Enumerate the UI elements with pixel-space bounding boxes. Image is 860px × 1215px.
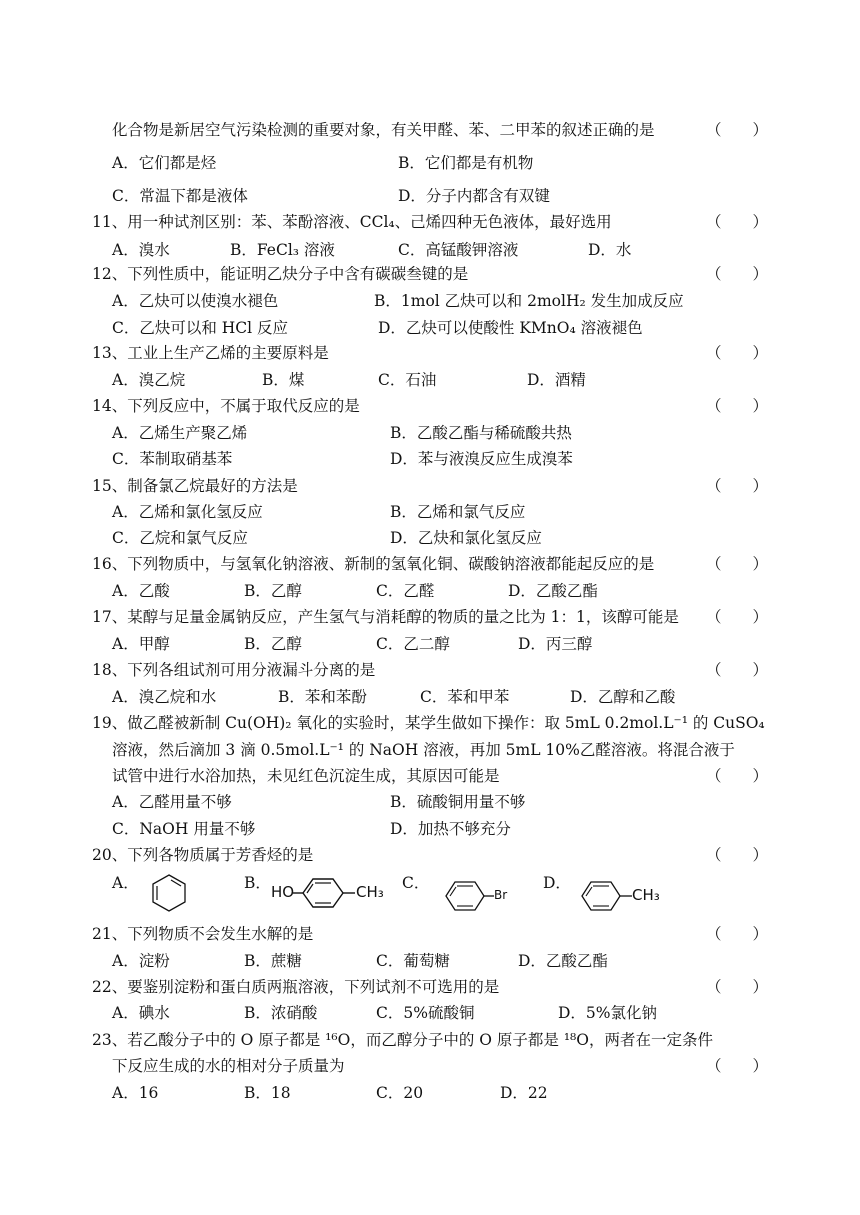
option-c: C．苯和甲苯 xyxy=(420,688,510,706)
question-text: 23、若乙酸分子中的 O 原子都是 ¹⁶O，而乙醇分子中的 O 原子都是 ¹⁸O，两者在一定条件 xyxy=(92,1031,713,1049)
options-row xyxy=(0,816,860,842)
question-text: 20、下列各物质属于芳香烃的是 xyxy=(92,846,314,864)
cresol-structure xyxy=(293,876,363,910)
option-a: A．16 xyxy=(112,1084,159,1102)
question-text: 15、制备氯乙烷最好的方法是 xyxy=(92,477,298,495)
options-row xyxy=(0,288,860,314)
answer-blank: （ ） xyxy=(705,477,768,495)
options-row xyxy=(0,315,860,341)
answer-blank: （ ） xyxy=(705,555,768,573)
option-a: A．乙酸 xyxy=(112,582,170,600)
option-b: B．煤 xyxy=(262,371,305,389)
option-c: C．20 xyxy=(376,1084,424,1102)
options-row xyxy=(0,1000,860,1026)
option-d: D．乙酸乙酯 xyxy=(508,582,598,600)
option-d: D．苯与液溴反应生成溴苯 xyxy=(390,450,573,468)
question-12 xyxy=(0,261,860,287)
option-c: C．乙炔可以和 HCl 反应 xyxy=(112,319,289,337)
question-text: 下反应生成的水的相对分子质量为 xyxy=(112,1057,345,1075)
option-a: A．它们都是烃 xyxy=(112,154,217,172)
option-c: C．苯制取硝基苯 xyxy=(112,450,233,468)
option-d: D．5%氯化钠 xyxy=(558,1004,658,1022)
options-row xyxy=(0,684,860,710)
option-b: B．蔗糖 xyxy=(244,952,302,970)
question-text: 22、要鉴别淀粉和蛋白质两瓶溶液，下列试剂不可选用的是 xyxy=(92,978,500,996)
option-d: D． xyxy=(543,874,571,892)
question-text: 16、下列物质中，与氢氧化钠溶液、新制的氢氧化铜、碳酸钠溶液都能起反应的是 xyxy=(92,555,655,573)
answer-blank: （ ） xyxy=(705,1057,768,1075)
question-18 xyxy=(0,657,860,683)
option-a: A．乙烯生产聚乙烯 xyxy=(112,424,248,442)
option-b: B．FeCl₃ 溶液 xyxy=(230,241,335,259)
option-b: B．硫酸铜用量不够 xyxy=(390,793,526,811)
option-a: A．乙醛用量不够 xyxy=(112,793,232,811)
question-20 xyxy=(0,842,860,868)
option-d: D．酒精 xyxy=(527,371,586,389)
option-d: D．乙炔和氯化氢反应 xyxy=(390,529,542,547)
options-row xyxy=(0,237,860,263)
option-c: C．葡萄糖 xyxy=(376,952,450,970)
option-c: C．NaOH 用量不够 xyxy=(112,820,256,838)
option-c: C．乙醛 xyxy=(376,582,435,600)
option-d: D．丙三醇 xyxy=(518,635,593,653)
option-b: B．乙醇 xyxy=(244,635,302,653)
option-d: D．水 xyxy=(588,241,632,259)
option-a: A．乙炔可以使溴水褪色 xyxy=(112,292,279,310)
answer-blank: （ ） xyxy=(705,978,768,996)
option-b: B．浓硝酸 xyxy=(244,1004,318,1022)
options-row xyxy=(0,789,860,815)
question-23 xyxy=(0,1027,860,1053)
answer-blank: （ ） xyxy=(705,925,768,943)
option-b: B．1mol 乙炔可以和 2molH₂ 发生加成反应 xyxy=(374,292,684,310)
options-row xyxy=(0,499,860,525)
question-13 xyxy=(0,340,860,366)
answer-blank: （ ） xyxy=(705,397,768,415)
option-d: D．22 xyxy=(500,1084,548,1102)
option-a: A． xyxy=(112,874,139,892)
structure-label: Br xyxy=(494,888,508,902)
option-d: D．乙炔可以使酸性 KMnO₄ 溶液褪色 xyxy=(378,319,643,337)
question-14 xyxy=(0,393,860,419)
question-text: 17、某醇与足量金属钠反应，产生氢气与消耗醇的物质的量之比为 1：1，该醇可能是 xyxy=(92,608,679,626)
options-row xyxy=(0,578,860,604)
options-row xyxy=(0,420,860,446)
question-text: 11、用一种试剂区别：苯、苯酚溶液、CCl₄、己烯四种无色液体，最好选用 xyxy=(92,213,612,231)
options-row xyxy=(0,1080,860,1106)
cyclohexadiene-structure xyxy=(148,872,190,914)
question-19 xyxy=(0,710,860,736)
option-c: C． xyxy=(402,874,430,892)
answer-blank: （ ） xyxy=(705,344,768,362)
question-22 xyxy=(0,974,860,1000)
question-17 xyxy=(0,604,860,630)
option-b: B．苯和苯酚 xyxy=(278,688,367,706)
option-c: C．常温下都是液体 xyxy=(112,187,248,205)
option-a: A．碘水 xyxy=(112,1004,170,1022)
answer-blank: （ ） xyxy=(705,608,768,626)
question-19-cont xyxy=(0,737,860,763)
question-10 xyxy=(0,117,860,143)
question-text: 试管中进行水浴加热，未见红色沉淀生成，其原因可能是 xyxy=(112,767,500,785)
option-b: B．18 xyxy=(244,1084,291,1102)
answer-blank: （ ） xyxy=(705,661,768,679)
structure-label: CH₃ xyxy=(356,883,384,901)
answer-blank: （ ） xyxy=(705,213,768,231)
option-d: D．加热不够充分 xyxy=(390,820,511,838)
option-c: C．石油 xyxy=(378,371,437,389)
answer-blank: （ ） xyxy=(705,846,768,864)
option-a: A．甲醇 xyxy=(112,635,170,653)
question-text: 12、下列性质中，能证明乙炔分子中含有碳碳叁键的是 xyxy=(92,265,469,283)
question-text: 18、下列各组试剂可用分液漏斗分离的是 xyxy=(92,661,376,679)
question-text: 13、工业上生产乙烯的主要原料是 xyxy=(92,344,329,362)
option-b: B． xyxy=(244,874,271,892)
question-text: 溶液，然后滴加 3 滴 0.5mol.L⁻¹ 的 NaOH 溶液，再加 5mL 10%乙醛溶液。将混合液于 xyxy=(112,741,735,759)
question-11 xyxy=(0,209,860,235)
option-a: A．溴乙烷和水 xyxy=(112,688,217,706)
options-row xyxy=(0,150,860,176)
question-text: 19、做乙醛被新制 Cu(OH)₂ 氧化的实验时，某学生做如下操作：取 5mL 0.2mol.L⁻¹ 的 CuSO₄ xyxy=(92,714,765,732)
structure-label: CH₃ xyxy=(632,886,660,904)
option-a: A．溴乙烷 xyxy=(112,371,186,389)
question-23-cont xyxy=(0,1053,860,1079)
question-16 xyxy=(0,551,860,577)
option-a: A．乙烯和氯化氢反应 xyxy=(112,503,263,521)
option-a: A．淀粉 xyxy=(112,952,170,970)
options-row xyxy=(0,870,860,896)
option-d: D．乙醇和乙酸 xyxy=(570,688,676,706)
structure-label: HO xyxy=(271,883,295,901)
options-row xyxy=(0,367,860,393)
option-b: B．它们都是有机物 xyxy=(398,154,534,172)
options-row xyxy=(0,183,860,209)
option-c: C．5%硫酸铜 xyxy=(376,1004,475,1022)
question-text: 化合物是新居空气污染检测的重要对象，有关甲醛、苯、二甲苯的叙述正确的是 xyxy=(112,121,655,139)
question-text: 21、下列物质不会发生水解的是 xyxy=(92,925,314,943)
option-a: A．溴水 xyxy=(112,241,170,259)
option-d: D．乙酸乙酯 xyxy=(518,952,608,970)
options-row xyxy=(0,948,860,974)
options-row xyxy=(0,525,860,551)
options-row xyxy=(0,446,860,472)
options-row xyxy=(0,631,860,657)
answer-blank: （ ） xyxy=(705,121,768,139)
question-text: 14、下列反应中，不属于取代反应的是 xyxy=(92,397,360,415)
question-21 xyxy=(0,921,860,947)
option-b: B．乙酸乙酯与稀硫酸共热 xyxy=(390,424,572,442)
option-c: C．高锰酸钾溶液 xyxy=(398,241,519,259)
option-b: B．乙烯和氯气反应 xyxy=(390,503,526,521)
option-c: C．乙烷和氯气反应 xyxy=(112,529,248,547)
option-d: D．分子内都含有双键 xyxy=(398,187,550,205)
option-b: B．乙醇 xyxy=(244,582,302,600)
answer-blank: （ ） xyxy=(705,265,768,283)
question-15 xyxy=(0,473,860,499)
option-c: C．乙二醇 xyxy=(376,635,450,653)
answer-blank: （ ） xyxy=(705,767,768,785)
question-19-cont xyxy=(0,763,860,789)
